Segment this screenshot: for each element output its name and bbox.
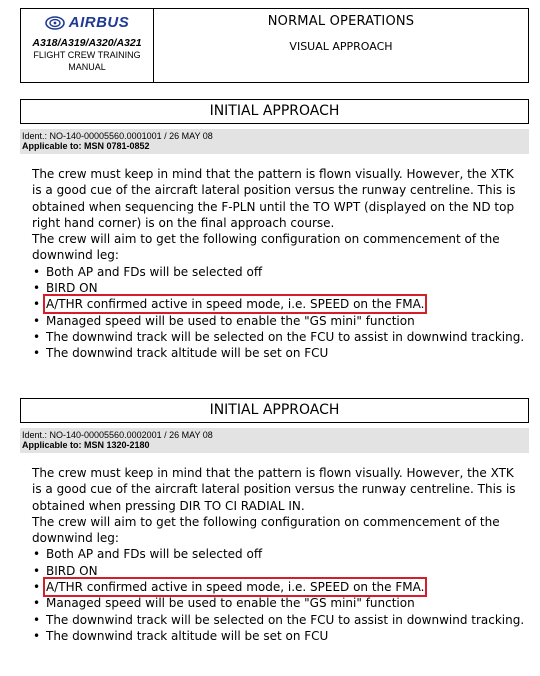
section-heading: INITIAL APPROACH xyxy=(20,99,529,124)
bullet-icon: • xyxy=(33,580,41,595)
aircraft-models: A318/A319/A320/A321 xyxy=(32,37,142,49)
list-item: • BIRD ON xyxy=(33,281,98,296)
bullet-icon: • xyxy=(33,547,41,562)
section-body xyxy=(20,166,529,362)
airbus-emblem-icon xyxy=(45,16,65,30)
paragraph: The crew will aim to get the following configuration on commencement of the downwind leg: xyxy=(32,232,500,263)
logo-text: AIRBUS xyxy=(68,14,130,31)
bullet-icon: • xyxy=(33,329,41,344)
logo-cell xyxy=(21,9,154,82)
manual-name-line1: FLIGHT CREW TRAINING xyxy=(33,50,141,60)
bullet-icon: • xyxy=(33,596,41,611)
ident-line: Ident.: NO-140-00005560.0002001 / 26 MAY 08 xyxy=(22,430,213,440)
bullet-icon: • xyxy=(33,346,41,361)
bullet-icon: • xyxy=(33,264,41,279)
bullet-icon: • xyxy=(33,563,41,578)
ident-block xyxy=(20,428,529,453)
chapter-title: NORMAL OPERATIONS xyxy=(267,14,415,29)
paragraph: The crew must keep in mind that the pattern is flown visually. However, the XTK is a good cue of the aircraft lateral position versus the runway centreline. This is obtained when pressing DIR TO CI RADIAL IN. xyxy=(32,466,516,513)
applicable-line: Applicable to: MSN 0781-0852 xyxy=(22,141,150,151)
airbus-logo xyxy=(21,14,153,31)
bullet-icon: • xyxy=(33,313,41,328)
bullet-icon: • xyxy=(33,281,41,296)
section-body xyxy=(20,465,529,644)
bullet-icon: • xyxy=(33,628,41,643)
highlight-box: A/THR confirmed active in speed mode, i.e. SPEED on the FMA. xyxy=(46,297,425,312)
list-item: • The downwind track will be selected on the FCU to assist in downwind tracking. xyxy=(33,329,525,344)
list-item: • Both AP and FDs will be selected off xyxy=(33,264,263,279)
configuration-list xyxy=(32,264,525,362)
list-item: • The downwind track altitude will be set on FCU xyxy=(33,628,329,643)
manual-name-line2: MANUAL xyxy=(68,62,106,72)
list-item: • The downwind track altitude will be set on FCU xyxy=(33,346,329,361)
highlight-box: A/THR confirmed active in speed mode, i.e. SPEED on the FMA. xyxy=(46,580,425,595)
document-header xyxy=(20,8,529,83)
ident-block xyxy=(20,129,529,154)
section-initial-approach-2 xyxy=(20,398,529,644)
paragraph: The crew will aim to get the following configuration on commencement of the downwind leg: xyxy=(32,514,500,546)
bullet-icon: • xyxy=(33,297,41,312)
list-item: • Managed speed will be used to enable the "GS mini" function xyxy=(33,596,415,611)
list-item: • The downwind track will be selected on the FCU to assist in downwind tracking. xyxy=(33,612,525,627)
title-cell xyxy=(154,9,528,82)
list-item: • Both AP and FDs will be selected off xyxy=(33,547,263,562)
bullet-icon: • xyxy=(33,612,41,627)
configuration-list xyxy=(32,546,525,644)
paragraph: The crew must keep in mind that the pattern is flown visually. However, the XTK is a good cue of the aircraft lateral position versus the runway centreline. This is obtained when sequencing the F-PLN until the TO WPT (displayed on the ND top right hand corner) is on the final approach course. xyxy=(32,167,516,230)
section-initial-approach-1 xyxy=(20,99,529,362)
highlighted-list-item xyxy=(32,579,525,595)
ident-line: Ident.: NO-140-00005560.0001001 / 26 MAY 08 xyxy=(22,131,213,141)
section-heading: INITIAL APPROACH xyxy=(20,398,529,423)
chapter-subtitle: VISUAL APPROACH xyxy=(289,40,393,53)
applicable-line: Applicable to: MSN 1320-2180 xyxy=(22,440,150,450)
list-item: • Managed speed will be used to enable the "GS mini" function xyxy=(33,313,415,328)
list-item: • BIRD ON xyxy=(33,563,98,578)
highlighted-list-item xyxy=(32,296,525,312)
